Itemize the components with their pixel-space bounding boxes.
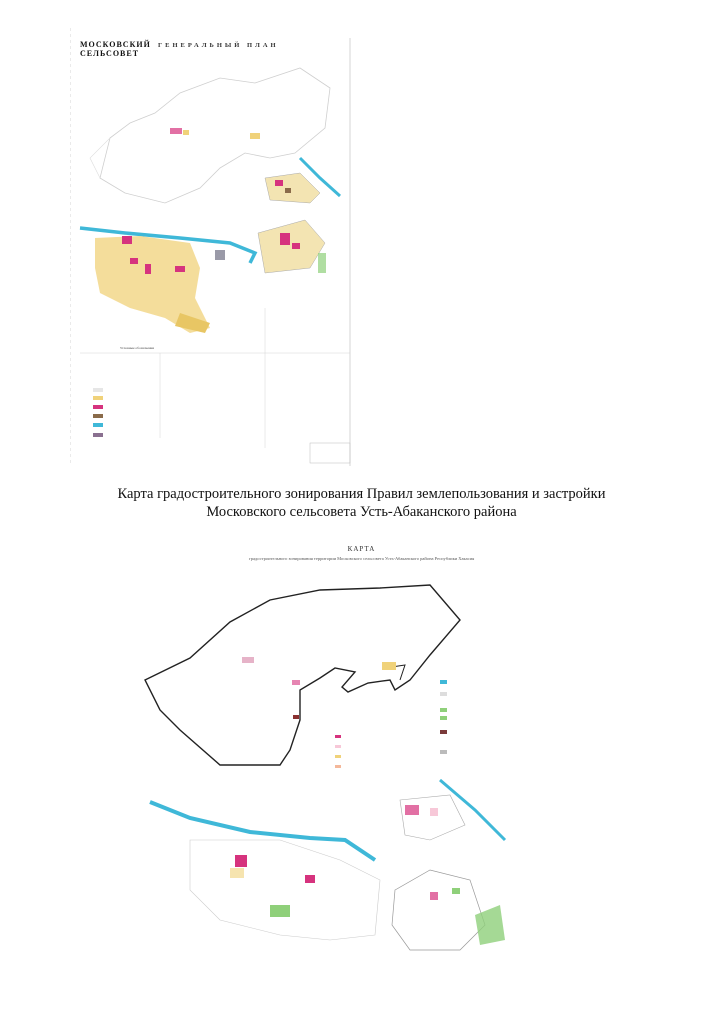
settlement-marker-2 bbox=[183, 130, 189, 135]
public-zone-4 bbox=[175, 266, 185, 272]
general-plan-map bbox=[70, 28, 357, 466]
inset-top-boundary bbox=[400, 795, 465, 840]
zoning-map-title: КАРТА bbox=[347, 545, 376, 553]
inset-bottom-public bbox=[430, 892, 438, 900]
legend-swatch-1 bbox=[93, 388, 103, 392]
inset2-public-zone-2 bbox=[292, 243, 300, 249]
legend-r-swatch-2 bbox=[440, 692, 447, 696]
industrial-zone bbox=[215, 250, 225, 260]
inset-bottom-green-1 bbox=[452, 888, 460, 894]
sheet-header-line2: СЕЛЬСОВЕТ bbox=[80, 49, 140, 58]
caption-line-2: Московского сельсовета Усть-Абаканского района bbox=[206, 504, 517, 520]
public-zone-3 bbox=[145, 264, 151, 274]
settlement-marker-3 bbox=[250, 133, 260, 139]
legend-swatch-6 bbox=[93, 433, 103, 437]
village-public-1 bbox=[235, 855, 247, 867]
zoning-map-subtitle: градостроительного зонирования территории Московского сельсовета Усть-Абаканского района Республики Хакасия bbox=[248, 556, 475, 561]
document-caption bbox=[0, 485, 723, 521]
river-inset bbox=[440, 780, 505, 840]
legend-mid-swatch-3 bbox=[335, 755, 341, 758]
title-block bbox=[310, 443, 350, 463]
public-zone-1 bbox=[122, 236, 132, 244]
legend-mid-swatch-1 bbox=[335, 735, 341, 738]
settlement-3 bbox=[293, 715, 299, 719]
inset-bottom-boundary bbox=[392, 870, 485, 950]
legend-r-swatch-1 bbox=[440, 680, 447, 684]
legend-swatch-5 bbox=[93, 423, 103, 427]
legend-r-swatch-6 bbox=[440, 750, 447, 754]
legend-middle bbox=[335, 735, 341, 768]
inset1-public-zone bbox=[275, 180, 283, 186]
detail-inset-1 bbox=[265, 173, 320, 203]
inset-top-public bbox=[405, 805, 419, 815]
general-plan-title: ГЕНЕРАЛЬНЫЙ ПЛАН bbox=[158, 42, 279, 49]
legend-swatch-2 bbox=[93, 396, 103, 400]
caption-line-1: Карта градостроительного зонирования Правил землепользования и застройки bbox=[117, 486, 606, 502]
inset2-public-zone-1 bbox=[280, 233, 290, 245]
inset1-zone bbox=[285, 188, 291, 193]
settlement-1 bbox=[242, 657, 254, 663]
village-public-2 bbox=[305, 875, 315, 883]
legend-title: Условные обозначения bbox=[120, 346, 155, 350]
legend-mid-swatch-2 bbox=[335, 745, 341, 748]
settlement-marker-1 bbox=[170, 128, 182, 134]
inset2-green-zone bbox=[318, 253, 326, 273]
settlement-4 bbox=[382, 662, 396, 670]
river-main bbox=[150, 802, 375, 860]
settlement-2 bbox=[292, 680, 300, 685]
legend-r-swatch-5 bbox=[440, 730, 447, 734]
territory-boundary bbox=[145, 585, 460, 765]
village-boundary bbox=[190, 840, 380, 940]
legend-swatch-4 bbox=[93, 414, 103, 418]
legend-swatch-3 bbox=[93, 405, 103, 409]
legend-right bbox=[440, 680, 447, 754]
village-green-1 bbox=[270, 905, 290, 917]
village-residential bbox=[230, 868, 244, 878]
detail-inset-2 bbox=[258, 220, 325, 273]
legend-r-swatch-3 bbox=[440, 708, 447, 712]
sheet-header-line1: МОСКОВСКИЙ bbox=[80, 40, 151, 49]
public-zone-2 bbox=[130, 258, 138, 264]
legend-mid-swatch-4 bbox=[335, 765, 341, 768]
inset-top-zone bbox=[430, 808, 438, 816]
inset-bottom-green-2 bbox=[475, 905, 505, 945]
legend-r-swatch-4 bbox=[440, 716, 447, 720]
zoning-map bbox=[130, 540, 525, 960]
legend bbox=[80, 308, 350, 448]
